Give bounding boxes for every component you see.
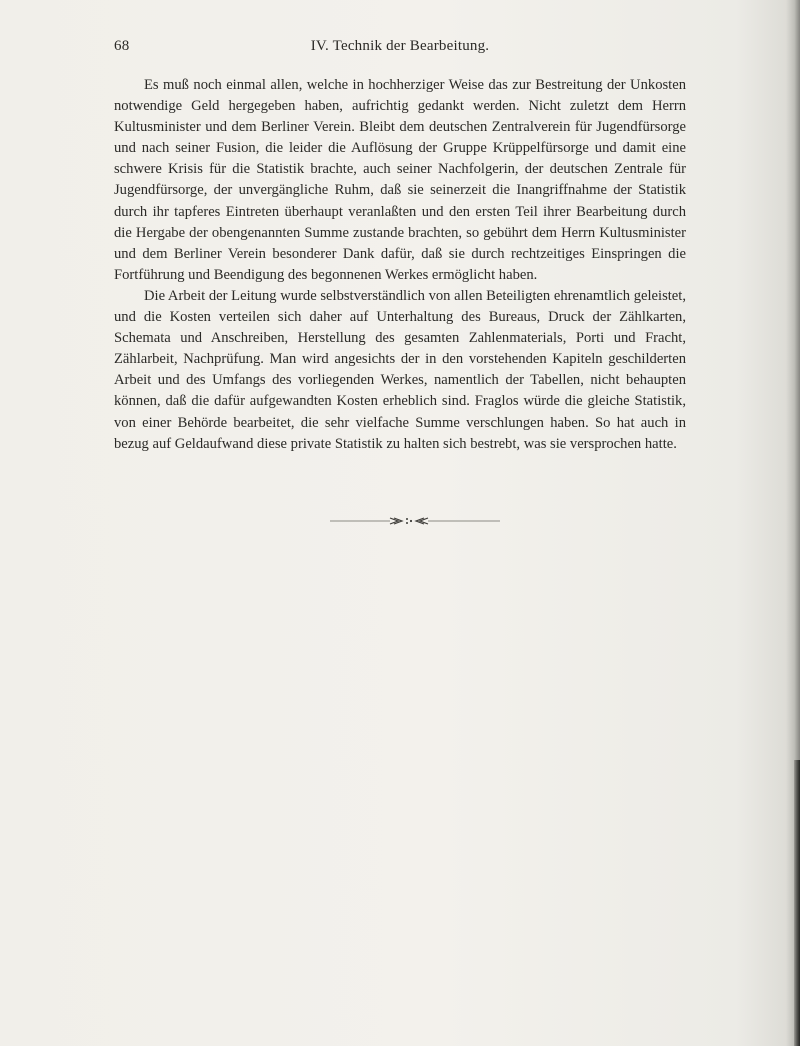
body-text <box>114 75 686 455</box>
page-number: 68 <box>114 38 130 54</box>
page-edge-binding <box>794 760 800 1046</box>
paragraph: Es muß noch einmal allen, welche in hochherziger Weise das zur Bestreitung der Unkosten notwendige Geld hergegeben haben, aufrichtig gedankt werden. Nicht zuletzt dem Herrn Kultusminister und dem Berliner Verein. Bleibt dem deutschen Zentralverein für Jugendfürsorge und nach seiner Fusion, die leider die Auflösung der Gruppe Krüppelfürsorge und damit eine schwere Krisis für die Statistik brachte, auch seiner Nachfolgerin, der deutschen Zentrale für Jugendfürsorge, der unvergängliche Ruhm, daß sie seinerzeit die Inangriffnahme der Statistik durch ihr tapferes Eintreten überhaupt veranlaßten und den ersten Teil ihrer Bearbeitung durch die Hergabe der obengenannten Summe zustande brachten, so gebührt dem Herrn Kultusminister und dem Berliner Verein besonderer Dank dafür, daß sie durch rechtzeitiges Einspringen die Fortführung und Beendigung des begonnenen Werkes ermöglicht haben. <box>114 77 686 283</box>
paragraph: Die Arbeit der Leitung wurde selbstverständlich von allen Beteiligten ehrenamtlich geleistet, und die Kosten verteilen sich daher auf Unterhaltung des Bureaus, Druck der Zählkarten, Schemata und Anschreiben, Herstellung des gesamten Zahlenmaterials, Porti und Fracht, Zählarbeit, Nachprüfung. Man wird angesichts der in den vorstehenden Kapiteln geschilderten Arbeit und des Umfangs des vorliegenden Werkes, namentlich der Tabellen, nicht behaupten können, daß die dafür aufgewandten Kosten erheblich sind. Fraglos würde die gleiche Statistik, von einer Behörde bearbeitet, die sehr vielfache Summe verschlungen haben. So hat auch in bezug auf Geldaufwand diese private Statistik zu halten sich bestrebt, was sie versprochen hatte. <box>114 287 686 452</box>
ornament-rule-icon <box>330 514 500 528</box>
page-header <box>114 38 686 58</box>
running-head: IV. Technik der Bearbeitung. <box>310 38 490 54</box>
